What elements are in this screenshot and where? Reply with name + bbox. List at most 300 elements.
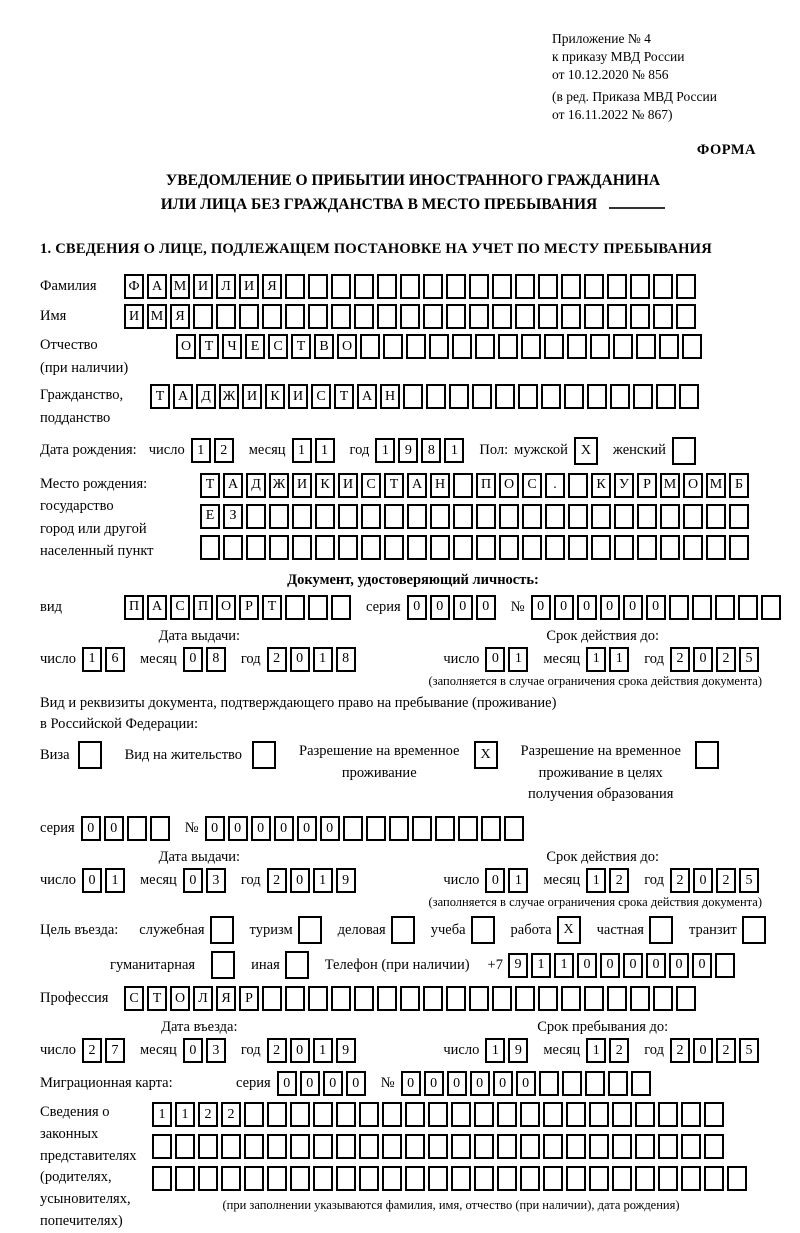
- cell-box[interactable]: Ж: [219, 384, 239, 409]
- cell-box[interactable]: Т: [262, 595, 282, 620]
- cell-box[interactable]: 0: [531, 595, 551, 620]
- stay-year-input[interactable]: [670, 1038, 762, 1063]
- cell-box[interactable]: 0: [693, 1038, 713, 1063]
- cell-box[interactable]: 9: [398, 438, 418, 463]
- cell-box[interactable]: [612, 1134, 632, 1159]
- cell-box[interactable]: 1: [313, 647, 333, 672]
- cell-box[interactable]: Ф: [124, 274, 144, 299]
- cell-box[interactable]: [150, 816, 170, 841]
- cell-box[interactable]: 1: [292, 438, 312, 463]
- cell-box[interactable]: [384, 535, 404, 560]
- cell-box[interactable]: 0: [401, 1071, 421, 1096]
- cell-box[interactable]: [538, 304, 558, 329]
- cell-box[interactable]: О: [176, 334, 196, 359]
- cell-box[interactable]: [285, 986, 305, 1011]
- purpose-business-checkbox[interactable]: [391, 916, 418, 944]
- cell-box[interactable]: [452, 334, 472, 359]
- cell-box[interactable]: [451, 1102, 471, 1127]
- cell-box[interactable]: [610, 384, 630, 409]
- cell-box[interactable]: А: [357, 384, 377, 409]
- visa-checkbox[interactable]: [78, 741, 105, 769]
- residence-issue-month-input[interactable]: [183, 868, 229, 893]
- cell-box[interactable]: 9: [508, 953, 528, 978]
- cell-box[interactable]: 0: [320, 816, 340, 841]
- cell-box[interactable]: 0: [407, 595, 427, 620]
- cell-box[interactable]: [384, 504, 404, 529]
- purpose-study-checkbox[interactable]: [471, 916, 498, 944]
- cell-box[interactable]: [612, 1166, 632, 1191]
- cell-box[interactable]: [331, 304, 351, 329]
- cell-box[interactable]: [471, 916, 495, 944]
- cell-box[interactable]: [607, 274, 627, 299]
- cell-box[interactable]: [561, 986, 581, 1011]
- cell-box[interactable]: 1: [375, 438, 395, 463]
- cell-box[interactable]: [382, 1166, 402, 1191]
- cell-box[interactable]: [175, 1134, 195, 1159]
- cell-box[interactable]: [359, 1166, 379, 1191]
- cell-box[interactable]: [631, 1071, 651, 1096]
- cell-box[interactable]: Е: [200, 504, 220, 529]
- cell-box[interactable]: 0: [554, 595, 574, 620]
- cell-box[interactable]: [359, 1102, 379, 1127]
- cell-box[interactable]: 0: [424, 1071, 444, 1096]
- cell-box[interactable]: 0: [646, 595, 666, 620]
- cell-box[interactable]: С: [361, 473, 381, 498]
- cell-box[interactable]: [520, 1102, 540, 1127]
- cell-box[interactable]: [658, 1166, 678, 1191]
- cell-box[interactable]: [585, 1071, 605, 1096]
- cell-box[interactable]: 2: [609, 868, 629, 893]
- cell-box[interactable]: [543, 1134, 563, 1159]
- cell-box[interactable]: [679, 384, 699, 409]
- cell-box[interactable]: [727, 1166, 747, 1191]
- cell-box[interactable]: [589, 1102, 609, 1127]
- cell-box[interactable]: О: [499, 473, 519, 498]
- cell-box[interactable]: А: [407, 473, 427, 498]
- residence-valid-month-input[interactable]: [586, 868, 632, 893]
- cell-box[interactable]: 0: [290, 868, 310, 893]
- residence-valid-day-input[interactable]: [485, 868, 531, 893]
- cell-box[interactable]: [285, 274, 305, 299]
- cell-box[interactable]: 0: [577, 953, 597, 978]
- cell-box[interactable]: [715, 953, 735, 978]
- doc-type-input[interactable]: [124, 595, 354, 620]
- cell-box[interactable]: 1: [175, 1102, 195, 1127]
- identity-valid-year-input[interactable]: [670, 647, 762, 672]
- cell-box[interactable]: [331, 595, 351, 620]
- identity-valid-month-input[interactable]: [586, 647, 632, 672]
- cell-box[interactable]: [239, 304, 259, 329]
- cell-box[interactable]: [262, 986, 282, 1011]
- temp-permit-checkbox[interactable]: [474, 741, 501, 769]
- cell-box[interactable]: 0: [623, 953, 643, 978]
- cell-box[interactable]: М: [706, 473, 726, 498]
- cell-box[interactable]: Т: [199, 334, 219, 359]
- cell-box[interactable]: [429, 334, 449, 359]
- cell-box[interactable]: [244, 1102, 264, 1127]
- cell-box[interactable]: [566, 1134, 586, 1159]
- entry-month-input[interactable]: [183, 1038, 229, 1063]
- cell-box[interactable]: 2: [198, 1102, 218, 1127]
- cell-box[interactable]: [269, 504, 289, 529]
- cell-box[interactable]: 0: [516, 1071, 536, 1096]
- birth-year-input[interactable]: [375, 438, 467, 463]
- cell-box[interactable]: Л: [193, 986, 213, 1011]
- cell-box[interactable]: [630, 274, 650, 299]
- cell-box[interactable]: [430, 504, 450, 529]
- cell-box[interactable]: [338, 504, 358, 529]
- cell-box[interactable]: [561, 274, 581, 299]
- sex-female-checkbox[interactable]: [672, 437, 699, 465]
- cell-box[interactable]: [446, 986, 466, 1011]
- entry-year-input[interactable]: [267, 1038, 359, 1063]
- given-name-input[interactable]: [124, 304, 699, 329]
- cell-box[interactable]: [704, 1134, 724, 1159]
- purpose-private-checkbox[interactable]: [649, 916, 676, 944]
- cell-box[interactable]: А: [147, 595, 167, 620]
- cell-box[interactable]: [361, 535, 381, 560]
- residence-issue-year-input[interactable]: [267, 868, 359, 893]
- cell-box[interactable]: [407, 535, 427, 560]
- cell-box[interactable]: 0: [493, 1071, 513, 1096]
- cell-box[interactable]: [366, 816, 386, 841]
- cell-box[interactable]: [428, 1102, 448, 1127]
- cell-box[interactable]: [520, 1166, 540, 1191]
- cell-box[interactable]: 8: [206, 647, 226, 672]
- cell-box[interactable]: 1: [586, 647, 606, 672]
- cell-box[interactable]: [354, 274, 374, 299]
- cell-box[interactable]: 0: [447, 1071, 467, 1096]
- cell-box[interactable]: [695, 741, 719, 769]
- identity-issue-year-input[interactable]: [267, 647, 359, 672]
- cell-box[interactable]: 0: [646, 953, 666, 978]
- cell-box[interactable]: [382, 1102, 402, 1127]
- cell-box[interactable]: [660, 535, 680, 560]
- cell-box[interactable]: [221, 1134, 241, 1159]
- cell-box[interactable]: [521, 334, 541, 359]
- cell-box[interactable]: 1: [508, 647, 528, 672]
- cell-box[interactable]: [405, 1134, 425, 1159]
- cell-box[interactable]: М: [147, 304, 167, 329]
- cell-box[interactable]: [290, 1166, 310, 1191]
- cell-box[interactable]: [498, 334, 518, 359]
- cell-box[interactable]: [522, 535, 542, 560]
- cell-box[interactable]: А: [173, 384, 193, 409]
- cell-box[interactable]: З: [223, 504, 243, 529]
- purpose-humanitarian-checkbox[interactable]: [211, 951, 238, 979]
- birth-place-input-row2[interactable]: [200, 504, 752, 529]
- cell-box[interactable]: 1: [313, 1038, 333, 1063]
- purpose-work-checkbox[interactable]: [557, 916, 584, 944]
- cell-box[interactable]: И: [288, 384, 308, 409]
- cell-box[interactable]: [729, 504, 749, 529]
- cell-box[interactable]: [474, 1102, 494, 1127]
- cell-box[interactable]: [591, 504, 611, 529]
- cell-box[interactable]: Р: [239, 986, 259, 1011]
- cell-box[interactable]: И: [292, 473, 312, 498]
- cell-box[interactable]: 0: [600, 595, 620, 620]
- cell-box[interactable]: [669, 595, 689, 620]
- cell-box[interactable]: [198, 1134, 218, 1159]
- cell-box[interactable]: [472, 384, 492, 409]
- cell-box[interactable]: [567, 334, 587, 359]
- cell-box[interactable]: [315, 535, 335, 560]
- cell-box[interactable]: [545, 504, 565, 529]
- cell-box[interactable]: [403, 384, 423, 409]
- cell-box[interactable]: 0: [470, 1071, 490, 1096]
- cell-box[interactable]: О: [683, 473, 703, 498]
- purpose-transit-checkbox[interactable]: [742, 916, 769, 944]
- cell-box[interactable]: [446, 304, 466, 329]
- cell-box[interactable]: [584, 986, 604, 1011]
- cell-box[interactable]: [269, 535, 289, 560]
- cell-box[interactable]: 0: [81, 816, 101, 841]
- cell-box[interactable]: [244, 1134, 264, 1159]
- residence-number-input[interactable]: [205, 816, 527, 841]
- cell-box[interactable]: [405, 1166, 425, 1191]
- cell-box[interactable]: [545, 535, 565, 560]
- cell-box[interactable]: С: [124, 986, 144, 1011]
- cell-box[interactable]: 0: [600, 953, 620, 978]
- cell-box[interactable]: [152, 1166, 172, 1191]
- cell-box[interactable]: 5: [739, 868, 759, 893]
- cell-box[interactable]: 5: [739, 1038, 759, 1063]
- cell-box[interactable]: 9: [336, 1038, 356, 1063]
- cell-box[interactable]: [587, 384, 607, 409]
- cell-box[interactable]: Д: [196, 384, 216, 409]
- cell-box[interactable]: [518, 384, 538, 409]
- cell-box[interactable]: [430, 535, 450, 560]
- phone-input[interactable]: [508, 953, 738, 978]
- cell-box[interactable]: П: [124, 595, 144, 620]
- cell-box[interactable]: [221, 1166, 241, 1191]
- cell-box[interactable]: [692, 595, 712, 620]
- cell-box[interactable]: [267, 1134, 287, 1159]
- cell-box[interactable]: 0: [693, 647, 713, 672]
- cell-box[interactable]: [683, 504, 703, 529]
- cell-box[interactable]: [520, 1134, 540, 1159]
- cell-box[interactable]: [566, 1166, 586, 1191]
- cell-box[interactable]: [469, 304, 489, 329]
- cell-box[interactable]: [481, 816, 501, 841]
- cell-box[interactable]: 0: [183, 647, 203, 672]
- cell-box[interactable]: 1: [609, 647, 629, 672]
- cell-box[interactable]: Т: [150, 384, 170, 409]
- cell-box[interactable]: [704, 1166, 724, 1191]
- cell-box[interactable]: 1: [152, 1102, 172, 1127]
- cell-box[interactable]: 2: [82, 1038, 102, 1063]
- cell-box[interactable]: Б: [729, 473, 749, 498]
- cell-box[interactable]: [672, 437, 696, 465]
- cell-box[interactable]: 2: [267, 1038, 287, 1063]
- cell-box[interactable]: [475, 334, 495, 359]
- cell-box[interactable]: [336, 1102, 356, 1127]
- entry-day-input[interactable]: [82, 1038, 128, 1063]
- cell-box[interactable]: [541, 384, 561, 409]
- cell-box[interactable]: [492, 274, 512, 299]
- cell-box[interactable]: С: [170, 595, 190, 620]
- cell-box[interactable]: [451, 1166, 471, 1191]
- cell-box[interactable]: К: [265, 384, 285, 409]
- cell-box[interactable]: А: [223, 473, 243, 498]
- cell-box[interactable]: [400, 986, 420, 1011]
- cell-box[interactable]: [543, 1166, 563, 1191]
- cell-box[interactable]: [423, 304, 443, 329]
- cell-box[interactable]: 0: [82, 868, 102, 893]
- purpose-tourism-checkbox[interactable]: [298, 916, 325, 944]
- cell-box[interactable]: [499, 504, 519, 529]
- cell-box[interactable]: [584, 274, 604, 299]
- cell-box[interactable]: 0: [577, 595, 597, 620]
- cell-box[interactable]: 2: [716, 1038, 736, 1063]
- cell-box[interactable]: 9: [336, 868, 356, 893]
- cell-box[interactable]: [504, 816, 524, 841]
- cell-box[interactable]: Н: [430, 473, 450, 498]
- cell-box[interactable]: 2: [716, 868, 736, 893]
- cell-box[interactable]: [539, 1071, 559, 1096]
- cell-box[interactable]: [308, 986, 328, 1011]
- cell-box[interactable]: [522, 504, 542, 529]
- cell-box[interactable]: [313, 1102, 333, 1127]
- cell-box[interactable]: [568, 473, 588, 498]
- cell-box[interactable]: М: [660, 473, 680, 498]
- sex-male-checkbox[interactable]: [574, 437, 601, 465]
- residence-series-input[interactable]: [81, 816, 173, 841]
- cell-box[interactable]: [653, 986, 673, 1011]
- cell-box[interactable]: 8: [421, 438, 441, 463]
- cell-box[interactable]: [633, 384, 653, 409]
- cell-box[interactable]: И: [242, 384, 262, 409]
- cell-box[interactable]: [354, 304, 374, 329]
- identity-issue-month-input[interactable]: [183, 647, 229, 672]
- cell-box[interactable]: [446, 274, 466, 299]
- cell-box[interactable]: [343, 816, 363, 841]
- cell-box[interactable]: [428, 1134, 448, 1159]
- cell-box[interactable]: И: [239, 274, 259, 299]
- cell-box[interactable]: [428, 1166, 448, 1191]
- cell-box[interactable]: [211, 951, 235, 979]
- cell-box[interactable]: [426, 384, 446, 409]
- cell-box[interactable]: 0: [485, 647, 505, 672]
- cell-box[interactable]: [435, 816, 455, 841]
- birth-place-input-row3[interactable]: [200, 535, 752, 560]
- cell-box[interactable]: 2: [267, 868, 287, 893]
- cell-box[interactable]: 0: [669, 953, 689, 978]
- cell-box[interactable]: [492, 304, 512, 329]
- cell-box[interactable]: [614, 535, 634, 560]
- patronymic-input[interactable]: [176, 334, 705, 359]
- cell-box[interactable]: [649, 916, 673, 944]
- cell-box[interactable]: [591, 535, 611, 560]
- cell-box[interactable]: 0: [277, 1071, 297, 1096]
- cell-box[interactable]: Д: [246, 473, 266, 498]
- cell-box[interactable]: [538, 986, 558, 1011]
- cell-box[interactable]: [453, 504, 473, 529]
- cell-box[interactable]: В: [314, 334, 334, 359]
- cell-box[interactable]: [706, 535, 726, 560]
- cell-box[interactable]: [630, 986, 650, 1011]
- cell-box[interactable]: 1: [554, 953, 574, 978]
- cell-box[interactable]: [292, 504, 312, 529]
- cell-box[interactable]: [515, 304, 535, 329]
- cell-box[interactable]: О: [170, 986, 190, 1011]
- cell-box[interactable]: 0: [104, 816, 124, 841]
- cell-box[interactable]: [262, 304, 282, 329]
- cell-box[interactable]: 2: [670, 1038, 690, 1063]
- cell-box[interactable]: 0: [183, 1038, 203, 1063]
- cell-box[interactable]: [216, 304, 236, 329]
- cell-box[interactable]: [359, 1134, 379, 1159]
- cell-box[interactable]: [360, 334, 380, 359]
- cell-box[interactable]: [400, 274, 420, 299]
- cell-box[interactable]: [308, 304, 328, 329]
- cell-box[interactable]: [676, 274, 696, 299]
- cell-box[interactable]: Т: [200, 473, 220, 498]
- cell-box[interactable]: 0: [300, 1071, 320, 1096]
- cell-box[interactable]: И: [193, 274, 213, 299]
- cell-box[interactable]: [637, 535, 657, 560]
- legal-reps-input-row2[interactable]: [152, 1134, 750, 1159]
- cell-box[interactable]: 0: [290, 1038, 310, 1063]
- cell-box[interactable]: 1: [191, 438, 211, 463]
- cell-box[interactable]: К: [591, 473, 611, 498]
- cell-box[interactable]: [285, 951, 309, 979]
- cell-box[interactable]: [568, 504, 588, 529]
- cell-box[interactable]: И: [124, 304, 144, 329]
- cell-box[interactable]: [331, 986, 351, 1011]
- cell-box[interactable]: [246, 504, 266, 529]
- cell-box[interactable]: 6: [105, 647, 125, 672]
- cell-box[interactable]: О: [337, 334, 357, 359]
- cell-box[interactable]: [497, 1102, 517, 1127]
- residence-valid-year-input[interactable]: [670, 868, 762, 893]
- cell-box[interactable]: Т: [384, 473, 404, 498]
- cell-box[interactable]: 1: [444, 438, 464, 463]
- cell-box[interactable]: [469, 274, 489, 299]
- cell-box[interactable]: [497, 1166, 517, 1191]
- cell-box[interactable]: Т: [147, 986, 167, 1011]
- cell-box[interactable]: [589, 1166, 609, 1191]
- cell-box[interactable]: [515, 986, 535, 1011]
- cell-box[interactable]: [407, 504, 427, 529]
- cell-box[interactable]: Ж: [269, 473, 289, 498]
- cell-box[interactable]: Е: [245, 334, 265, 359]
- cell-box[interactable]: 5: [739, 647, 759, 672]
- cell-box[interactable]: [635, 1134, 655, 1159]
- cell-box[interactable]: Т: [334, 384, 354, 409]
- cell-box[interactable]: [412, 816, 432, 841]
- stay-day-input[interactable]: [485, 1038, 531, 1063]
- cell-box[interactable]: 0: [476, 595, 496, 620]
- cell-box[interactable]: Ч: [222, 334, 242, 359]
- cell-box[interactable]: 3: [206, 868, 226, 893]
- cell-box[interactable]: 0: [228, 816, 248, 841]
- cell-box[interactable]: [589, 1134, 609, 1159]
- cell-box[interactable]: [377, 304, 397, 329]
- cell-box[interactable]: [561, 304, 581, 329]
- cell-box[interactable]: 1: [508, 868, 528, 893]
- cell-box[interactable]: [400, 304, 420, 329]
- purpose-official-checkbox[interactable]: [210, 916, 237, 944]
- cell-box[interactable]: 2: [716, 647, 736, 672]
- cell-box[interactable]: [607, 304, 627, 329]
- cell-box[interactable]: [377, 274, 397, 299]
- cell-box[interactable]: [636, 334, 656, 359]
- birth-day-input[interactable]: [191, 438, 237, 463]
- cell-box[interactable]: [474, 1166, 494, 1191]
- cell-box[interactable]: Р: [637, 473, 657, 498]
- cell-box[interactable]: [200, 535, 220, 560]
